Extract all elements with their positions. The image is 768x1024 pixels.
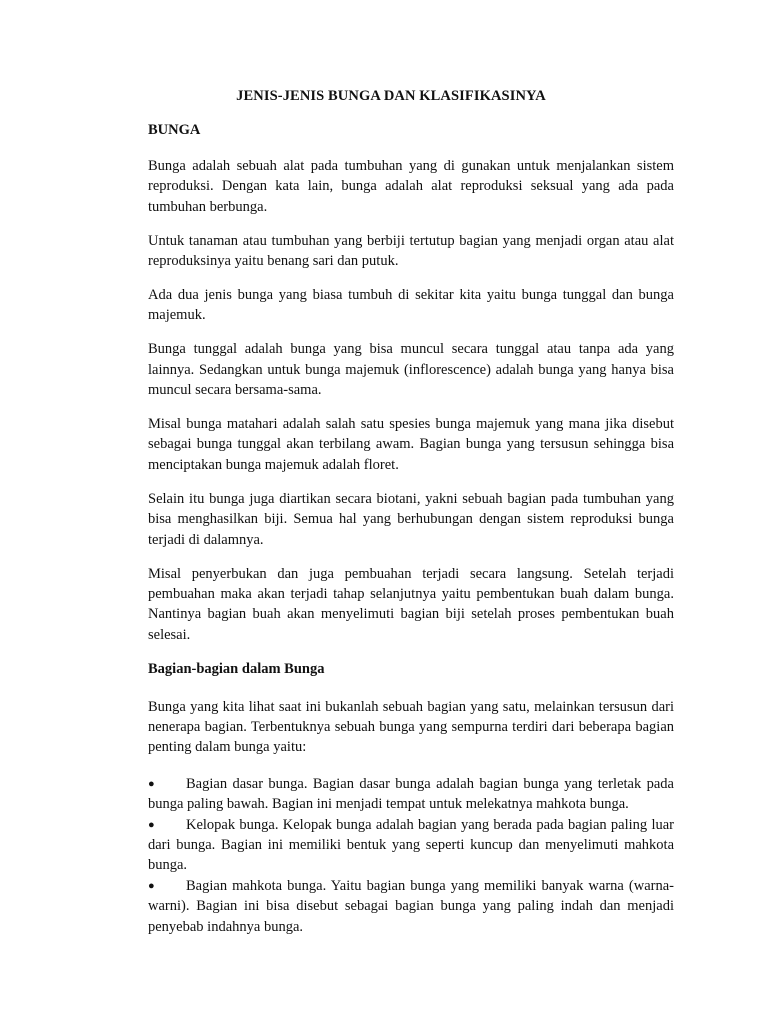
list-item-text: Kelopak bunga. Kelopak bunga adalah bagian yang berada pada bagian paling luar dari bunga. Bagian ini memiliki bentuk yang seperti kuncup dan menyelimuti mahkota bunga. bbox=[148, 816, 674, 874]
sub-heading: Bagian-bagian dalam Bunga bbox=[148, 660, 325, 677]
list-item-text: Bagian dasar bunga. Bagian dasar bunga adalah bagian bunga yang terletak pada bunga paling bawah. Bagian ini menjadi tempat untuk melekatnya mahkota bunga. bbox=[148, 775, 674, 813]
paragraph: Selain itu bunga juga diartikan secara biotani, yakni sebuah bagian pada tumbuhan yang bisa menghasilkan biji. Semua hal yang berhubungan dengan sistem reproduksi bunga terjadi di dalamnya. bbox=[148, 490, 674, 548]
list-item bbox=[148, 815, 674, 876]
parts-list bbox=[148, 774, 674, 937]
intro-paragraph: Bunga yang kita lihat saat ini bukanlah sebuah bagian yang satu, melainkan tersusun dari nenerapa bagian. Terbentuknya sebuah bunga yang sempurna terdiri dari beberapa bagian penting dalam bunga yaitu: bbox=[148, 698, 674, 756]
bullet-icon: ● bbox=[148, 777, 155, 790]
list-item bbox=[148, 774, 674, 815]
paragraph: Misal penyerbukan dan juga pembuahan terjadi secara langsung. Setelah terjadi pembuahan maka akan terjadi tahap selanjutnya yaitu pembentukan buah dalam bunga. Nantinya bagian buah akan menyelimuti bagian biji setelah proses pembentukan buah selesai. bbox=[148, 565, 674, 643]
paragraph: Bunga tunggal adalah bunga yang bisa muncul secara tunggal atau tanpa ada yang lainnya. Sedangkan untuk bunga majemuk (inflorescence) adalah bunga yang hanya bisa muncul secara bersama-sama. bbox=[148, 341, 674, 399]
paragraph: Misal bunga matahari adalah salah satu spesies bunga majemuk yang mana jika disebut sebagai bunga tunggal akan terbilang awam. Bagian bunga yang tersusun sehingga bisa menciptakan bunga majemuk adalah floret. bbox=[148, 416, 674, 473]
section-heading: BUNGA bbox=[148, 122, 201, 138]
list-item-text: Bagian mahkota bunga. Yaitu bagian bunga yang memiliki banyak warna (warna-warni). Bagian ini bisa disebut sebagai bagian bunga yang paling indah dan menjadi penyebab indahnya bunga. bbox=[148, 877, 674, 935]
list-item bbox=[148, 876, 674, 937]
bullet-icon: ● bbox=[148, 879, 155, 892]
bullet-icon: ● bbox=[148, 818, 155, 831]
document-page bbox=[148, 86, 674, 937]
paragraph: Ada dua jenis bunga yang biasa tumbuh di sekitar kita yaitu bunga tunggal dan bunga majemuk. bbox=[148, 287, 674, 324]
paragraph: Bunga adalah sebuah alat pada tumbuhan yang di gunakan untuk menjalankan sistem reproduksi. Dengan kata lain, bunga adalah alat reproduksi seksual yang ada pada tumbuhan berbunga. bbox=[148, 158, 674, 215]
paragraph: Untuk tanaman atau tumbuhan yang berbiji tertutup bagian yang menjadi organ atau alat reproduksinya yaitu benang sari dan putuk. bbox=[148, 232, 674, 270]
document-title: JENIS-JENIS BUNGA DAN KLASIFIKASINYA bbox=[236, 88, 546, 104]
